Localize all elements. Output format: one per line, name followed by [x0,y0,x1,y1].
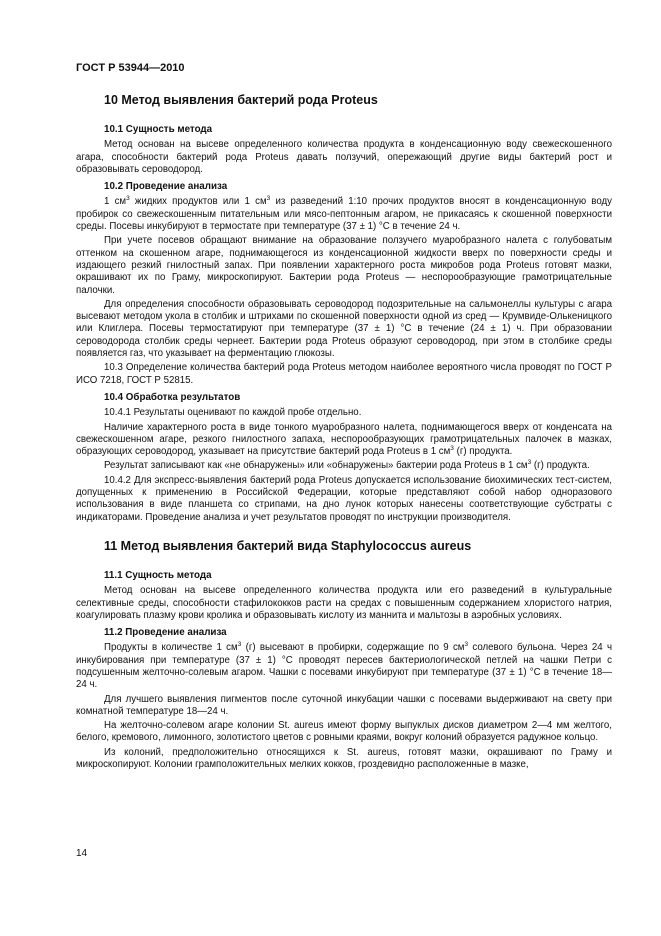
page-number: 14 [76,848,88,859]
paragraph-10-1: Метод основан на высеве определенного количества продукта в конденсационную воду свежескошенного агара, способности бактерий рода Proteus давать ползучий, опережающий другие виды бактерий рост и образовывать сероводород. [76,139,612,175]
paragraph-10-2-b: При учете посевов обращают внимание на образование ползучего муаробразного налета с голубоватым оттенком на скошенном агаре, поднимающегося из конденсационной жидкости вверх по поверхности среды и издающего резкий гнилостный запах. При появлении характерного роста микробов рода Proteus готовят мазки, окрашивают их по Граму, микроскопируют. Бактерии рода Proteus — неспорообразующие грамотрицательные палочки. [76,235,612,296]
paragraph-11-2-a: Продукты в количестве 1 $см^3$ (г) высевают в пробирки, содержащие по 9 $см^3$ солевого бульона. Через 24 ч инкубирования при температуре (37 ± 1) °С проводят пересев бактериологической петлей на чашки Петри с подсушенным желточно-солевым агаром. Чашки с посевами инкубируют при температуре (37 ± 1) °С в течение 18—24 ч. [76,641,612,691]
paragraph-11-2-d: Из колоний, предположительно относящихся к St. aureus, готовят мазки, окрашивают по Граму и микроскопируют. Колонии грамположительных мелких кокков, гроздевидно расположенные в мазке, [76,746,612,771]
subsection-10-1-heading: 10.1 Сущность метода [104,124,213,135]
paragraph-10-4-1-c: Результат записывают как «не обнаружены» или «обнаружены» бактерии рода Proteus в 1 $см^3$ (г) продукта. [104,459,590,472]
paragraph-10-4-1: 10.4.1 Результаты оценивают по каждой пробе отдельно. [104,407,362,419]
paragraph-10-2-a: 1 $см^3$ жидких продуктов или 1 $см^3$ из разведений 1:10 прочих продуктов вносят в конденсационную воду пробирок со свежескошенным питательным или мясо-пептонным агаром, не прикасаясь к скошенной поверхности среды. Посевы инкубируют в термостате при температуре (37 ± 1) °С в течение 24 ч. [76,195,612,233]
section-10-title: 10 Метод выявления бактерий рода Proteus [104,93,378,107]
subsection-11-2-heading: 11.2 Проведение анализа [104,627,227,639]
paragraph-11-2-c: На желточно-солевом агаре колонии St. aureus имеют форму выпуклых дисков диаметром 2—4 мм желтого, белого, кремового, лимонного, золотистого цветов с ровными краями, вокруг колоний образуется радужное кольцо. [76,720,612,744]
document-body [76,92,612,773]
subsection-11-1-heading: 11.1 Сущность метода [104,569,212,581]
document-header: ГОСТ Р 53944—2010 [76,62,185,74]
paragraph-11-2-b: Для лучшего выявления пигментов после суточной инкубации чашки с посевами выдерживают на свету при комнатной температуре 18—24 ч. [76,693,612,717]
paragraph-11-1: Метод основан на высеве определенного количества продукта или его разведений в культуральные селективные среды, способности стафилококков расти на средах с повышенным содержанием хлористого натрия, коагулировать плазму крови кролика и образовывать кислоту из маннита и мальтозы в аэробных условиях. [76,585,612,621]
paragraph-10-3: 10.3 Определение количества бактерий рода Proteus методом наиболее вероятного числа проводят по ГОСТ Р ИСО 7218, ГОСТ Р 52815. [76,362,612,386]
subsection-10-2-heading: 10.2 Проведение анализа [104,181,228,193]
paragraph-10-4-2: 10.4.2 Для экспресс-выявления бактерий рода Proteus допускается использование биохимических тест-систем, допущенных к применению в Российской Федерации, которые представляют собой набор одноразового использования в виде планшета со стрипами, на дно лунок которых нанесены соответствующие субстраты с индикаторами. Проведение анализа и учет результатов проводят по инструкции производителя. [76,474,612,523]
paragraph-10-2-c: Для определения способности образовывать сероводород подозрительные на сальмонеллы культуры с агара высевают методом укола в столбик и штрихами по скошенной поверхности одной из сред — Крумвиде-Олькеницкого или Клиглера. Посевы термостатируют при температуре (37 ± 1) °С в течение (24 ± 1) ч. При образовании сероводорода столбик среды чернеет. Бактерии рода Proteus образуют сероводород, при этом в столбике среды появляется газ, что указывает на ферментацию глюкозы. [76,298,612,360]
paragraph-10-4-1-b: Наличие характерного роста в виде тонкого муаробразного налета, поднимающегося вверх от конденсата на свежескошенном агаре, резкого гнилостного запаха, неспорообразующих грамотрицательных палочек в мазках, образующих сероводород, указывает на присутствие бактерий рода Proteus в 1 $см^3$ (г) продукта. [76,421,612,458]
subsection-10-4-heading: 10.4 Обработка результатов [104,391,241,403]
section-11-title: 11 Метод выявления бактерий вида Staphylococcus aureus [104,538,472,553]
